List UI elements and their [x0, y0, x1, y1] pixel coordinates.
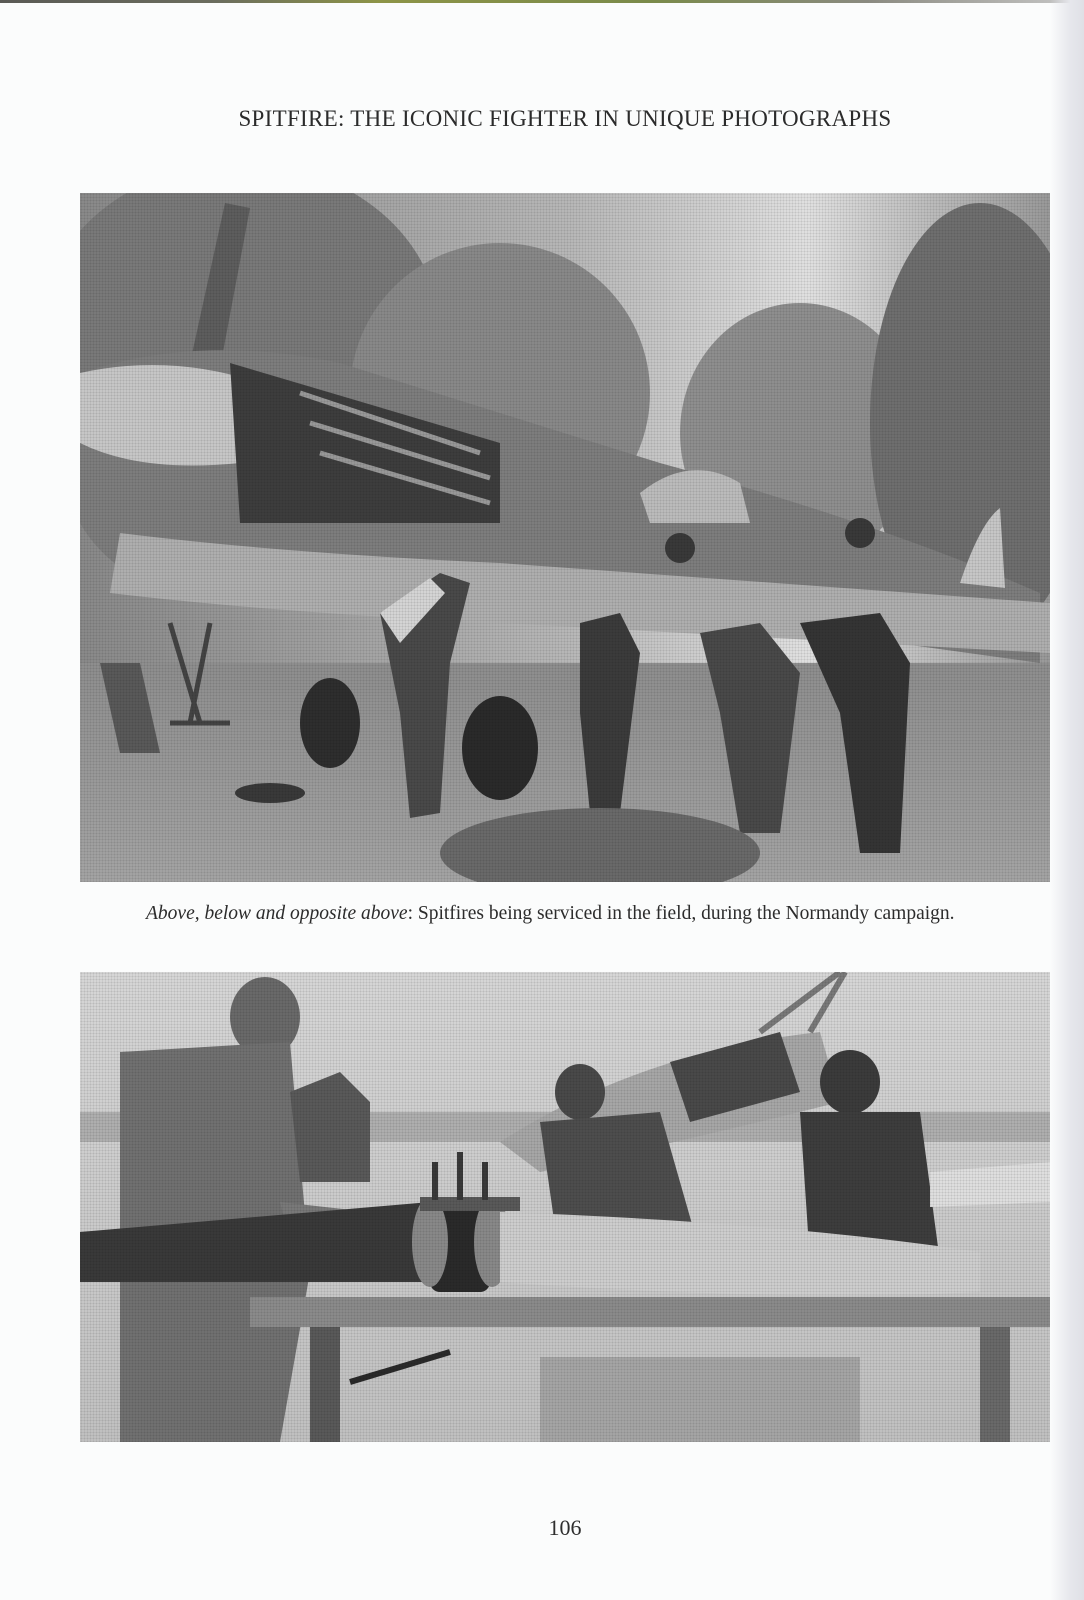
caption-text: Spitfires being serviced in the field, during the Normandy campaign. — [413, 903, 955, 924]
page-number: 106 — [548, 1515, 582, 1540]
photo-caption — [146, 900, 1006, 927]
photo-propeller-workbench-image — [80, 972, 1050, 1442]
photo-spitfire-servicing-top — [80, 193, 1050, 882]
scan-top-edge — [0, 0, 1084, 3]
page-gutter-shadow — [1050, 0, 1084, 1600]
photo-propeller-workbench-bottom — [80, 972, 1050, 1442]
running-head: SPITFIRE: THE ICONIC FIGHTER IN UNIQUE PHOTOGRAPHS — [238, 106, 892, 131]
photo-spitfire-servicing-image — [80, 193, 1050, 882]
caption-separator: : — [407, 903, 413, 924]
caption-italic-lead: Above, below and opposite above — [146, 903, 408, 924]
